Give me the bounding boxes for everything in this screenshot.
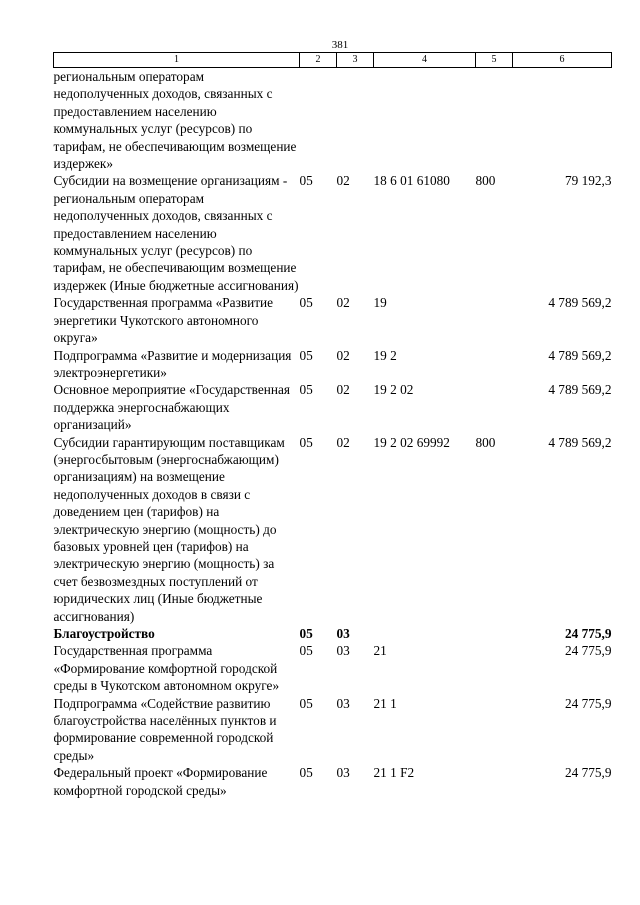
row-section-cell: 05 [299,643,313,659]
row-section-cell: 05 [299,695,313,711]
row-section-cell: 05 [299,626,313,641]
row-expense-type-cell [476,294,513,346]
row-name-cell: Субсидии гарантирующим поставщикам (энергосбытовым (энергоснабжающим) организациям) на возмещение недополученных доходов в связи с доведением цен (тарифов) на электрическую энергию (мощность) до базовых уровней цен (тарифов) на электрическую энергию (мощность) за счет безвозмездных поступлений от юридических лиц (Иные бюджетные ассигнования) [53,434,285,624]
table-row [54,434,612,625]
table-header-row [54,53,612,68]
row-section-cell: 05 [299,347,313,363]
row-name-cell: Подпрограмма «Содействие развитию благоустройства населённых пунктов и формирование современной городской среды» [53,695,277,763]
budget-table [53,52,612,799]
row-amount-cell: 4 789 569,2 [548,347,612,363]
row-expense-type-cell [476,625,513,642]
row-expense-type-cell [476,764,513,799]
row-name-cell: Подпрограмма «Развитие и модернизация электроэнергетики» [53,347,292,380]
column-number-header: 5 [476,53,513,68]
row-name-cell: Благоустройство [53,626,155,641]
row-section-cell: 05 [299,765,313,781]
column-number-header: 1 [54,53,300,68]
row-subsection-cell: 02 [336,347,350,363]
row-amount-cell: 4 789 569,2 [548,434,612,450]
row-section-cell: 05 [299,295,313,311]
table-row [54,764,612,799]
row-amount-cell: 24 775,9 [564,695,612,711]
row-subsection-cell: 03 [336,695,350,711]
table-row [54,381,612,433]
row-expense-type-cell: 800 [475,173,496,189]
row-target-article-cell [374,625,476,642]
row-name-cell: Государственная программа «Формирование комфортной городской среды в Чукотском автономном округе» [53,643,280,694]
table-row [54,294,612,346]
row-amount-cell: 4 789 569,2 [548,382,612,398]
row-target-article-cell [374,68,476,173]
row-target-article-cell: 18 6 01 61080 [373,173,450,189]
table-row [54,68,612,173]
row-subsection-cell [337,68,374,173]
page-number: 381 [331,39,349,51]
row-name-cell: региональным операторам недополученных доходов, связанных с предоставлением населению коммунальных услуг (ресурсов) по тарифам, не обеспечивающим возмещение издержек» [53,69,297,172]
row-subsection-cell: 03 [336,626,350,641]
row-amount-cell [513,68,612,173]
row-expense-type-cell: 800 [475,434,496,450]
row-target-article-cell: 19 2 02 [373,382,414,398]
row-expense-type-cell [476,695,513,765]
row-target-article-cell: 21 1 [373,695,397,711]
row-section-cell: 05 [299,382,313,398]
row-name-cell: Федеральный проект «Формирование комфортной городской среды» [53,765,268,798]
row-subsection-cell: 02 [336,382,350,398]
row-section-cell: 05 [299,434,313,450]
row-amount-cell: 24 775,9 [564,643,612,659]
row-amount-cell: 79 192,3 [564,173,612,189]
column-number-header: 4 [374,53,476,68]
row-section-cell [300,68,337,173]
column-number-header: 2 [300,53,337,68]
row-subsection-cell: 02 [336,173,350,189]
table-row [54,347,612,382]
row-target-article-cell: 19 2 02 69992 [373,434,450,450]
row-expense-type-cell [476,68,513,173]
row-subsection-cell: 03 [336,643,350,659]
row-expense-type-cell [476,347,513,382]
row-expense-type-cell [476,381,513,433]
row-expense-type-cell [476,642,513,694]
table-row [54,625,612,642]
column-number-header: 6 [513,53,612,68]
row-amount-cell: 24 775,9 [564,765,612,781]
table-row [54,642,612,694]
row-subsection-cell: 02 [336,434,350,450]
row-target-article-cell: 21 1 F2 [373,765,415,781]
column-number-header: 3 [337,53,374,68]
row-section-cell: 05 [299,173,313,189]
row-subsection-cell: 02 [336,295,350,311]
row-subsection-cell: 03 [336,765,350,781]
row-amount-cell: 4 789 569,2 [548,295,612,311]
row-target-article-cell: 21 [373,643,387,659]
row-name-cell: Государственная программа «Развитие энергетики Чукотского автономного округа» [53,295,274,346]
row-target-article-cell: 19 2 [373,347,397,363]
row-name-cell: Основное мероприятие «Государственная поддержка энергоснабжающих организаций» [53,382,291,433]
row-target-article-cell: 19 [373,295,387,311]
row-name-cell: Субсидии на возмещение организациям - региональным операторам недополученных доходов, связанных с предоставлением населению коммунальных услуг (ресурсов) по тарифам, не обеспечивающим возмещение издержек (Иные бюджетные ассигнования) [53,173,299,293]
row-amount-cell: 24 775,9 [564,626,612,641]
table-row [54,172,612,294]
table-row [54,695,612,765]
